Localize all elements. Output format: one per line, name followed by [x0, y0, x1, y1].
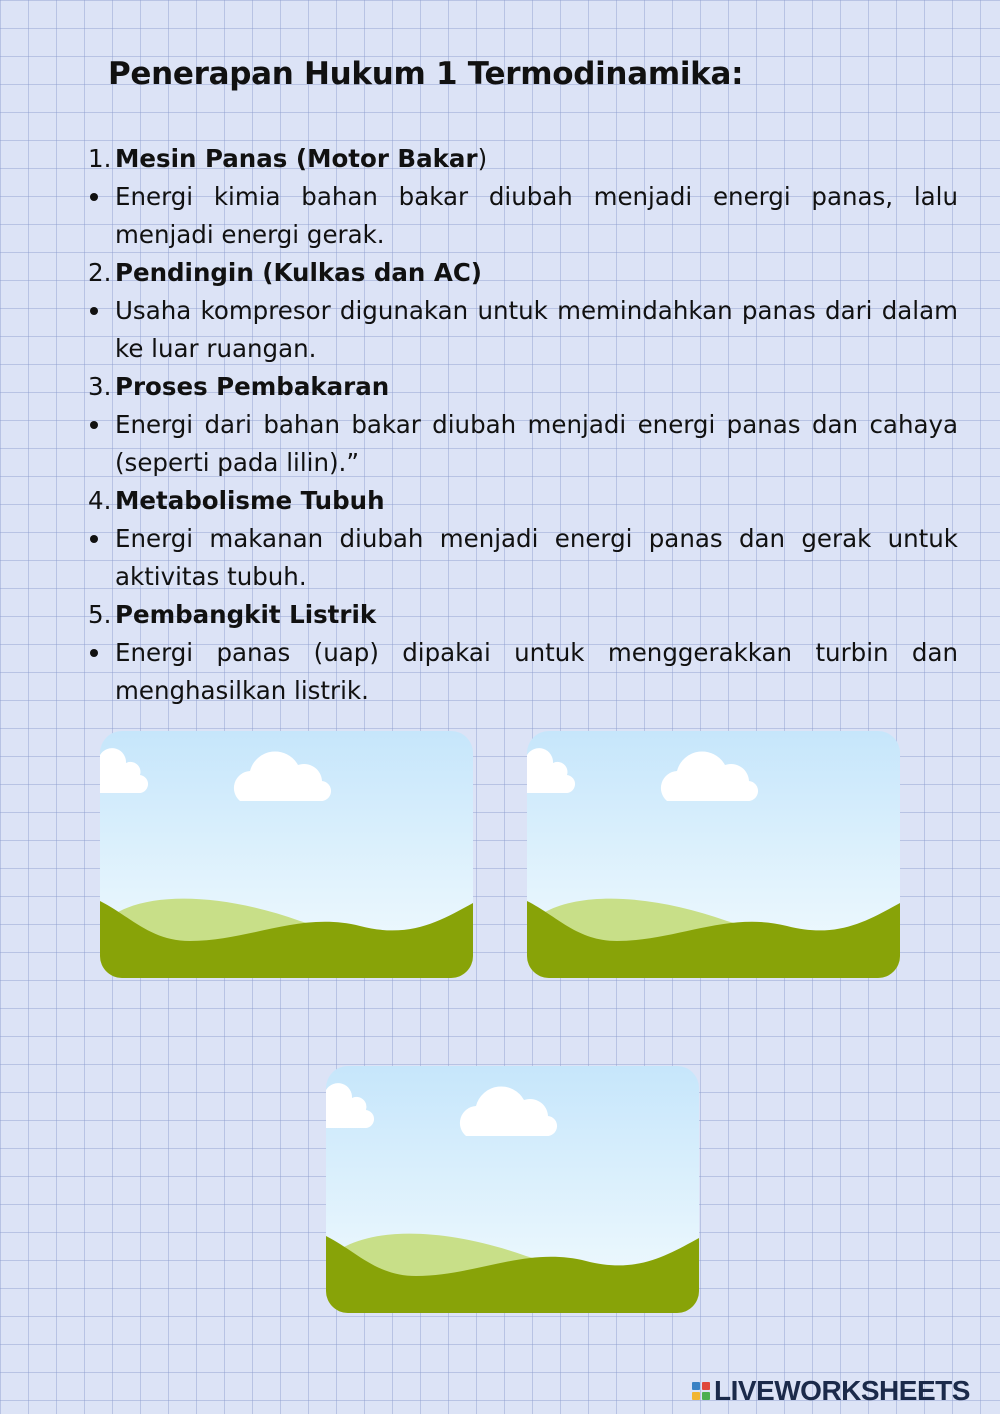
list-item-heading [88, 596, 958, 634]
page-title: Penerapan Hukum 1 Termodinamika: [108, 56, 744, 92]
liveworksheets-logo[interactable] [692, 1376, 970, 1406]
bullet-icon [90, 193, 98, 201]
image-placeholder-2 [527, 731, 900, 978]
logo-text: LIVEWORKSHEETS [714, 1375, 970, 1406]
list-item-heading [88, 482, 958, 520]
description-text: Energi panas (uap) dipakai untuk menggerakkan turbin dan menghasilkan listrik. [115, 638, 958, 705]
item-number: 4. [88, 486, 112, 515]
bullet-icon [90, 649, 98, 657]
landscape-image-icon [100, 731, 473, 978]
image-placeholder-3 [326, 1066, 699, 1313]
bullet-icon [90, 535, 98, 543]
list-item-heading [88, 140, 958, 178]
logo-mark-icon [692, 1382, 710, 1400]
list-item-description [88, 406, 958, 482]
list-item-description [88, 292, 958, 368]
list-item-description [88, 520, 958, 596]
list-item-description [88, 178, 958, 254]
item-title: Metabolisme Tubuh [115, 486, 385, 515]
item-title: Pembangkit Listrik [115, 600, 377, 629]
description-text: Energi dari bahan bakar diubah menjadi energi panas dan cahaya (seperti pada lilin).” [115, 410, 958, 477]
landscape-image-icon [527, 731, 900, 978]
item-number: 1. [88, 144, 112, 173]
item-title: Pendingin (Kulkas dan AC) [115, 258, 483, 287]
image-placeholder-1 [100, 731, 473, 978]
list-item-heading [88, 254, 958, 292]
bullet-icon [90, 307, 98, 315]
item-number: 5. [88, 600, 112, 629]
application-list [88, 140, 958, 710]
item-number: 3. [88, 372, 112, 401]
description-text: Energi kimia bahan bakar diubah menjadi energi panas, lalu menjadi energi gerak. [115, 182, 958, 249]
bullet-icon [90, 421, 98, 429]
list-item-heading [88, 368, 958, 406]
landscape-image-icon [326, 1066, 699, 1313]
item-number: 2. [88, 258, 112, 287]
description-text: Usaha kompresor digunakan untuk memindahkan panas dari dalam ke luar ruangan. [115, 296, 958, 363]
description-text: Energi makanan diubah menjadi energi panas dan gerak untuk aktivitas tubuh. [115, 524, 958, 591]
item-title: Mesin Panas (Motor Bakar [115, 144, 478, 173]
item-title-tail: ) [477, 144, 488, 173]
list-item-description [88, 634, 958, 710]
item-title: Proses Pembakaran [115, 372, 390, 401]
